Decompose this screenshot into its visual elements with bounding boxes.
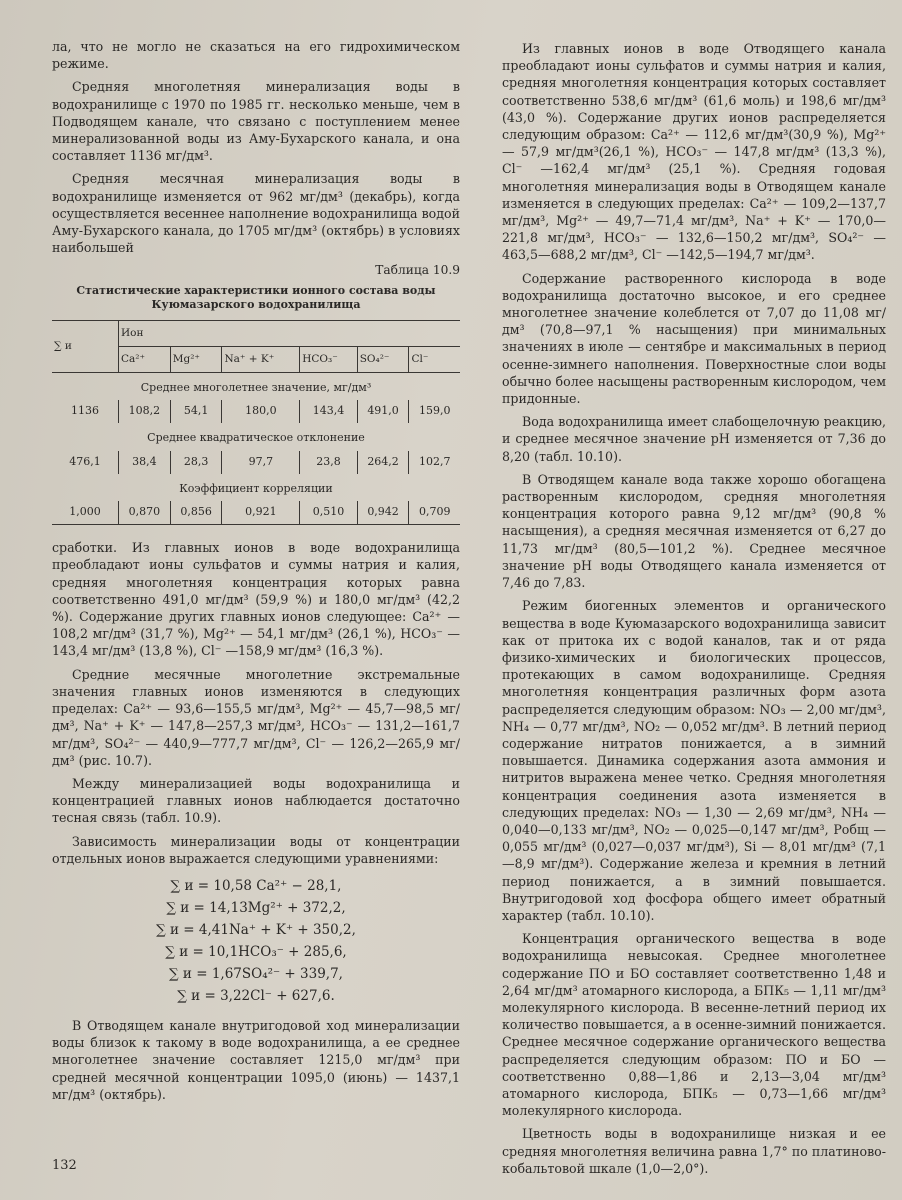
- left-column: [52, 38, 460, 1109]
- table-caption-line: Куюмазарского водохранилища: [151, 297, 361, 311]
- ion-statistics-table: [52, 320, 460, 526]
- paragraph: Средняя многолетняя минерализация воды в водохранилище с 1970 по 1985 гг. несколько меньше, чем в Подводящем канале, что связано с поступлением менее минерализованной воды из Аму-Бухарского канала, и она составляет 1136 мг/дм³.: [52, 79, 460, 164]
- paragraph: ла, что не могло не сказаться на его гидрохимическом режиме.: [52, 39, 460, 72]
- table-cell: 97,7: [222, 451, 300, 474]
- equation-block: [52, 875, 460, 1007]
- equation: ∑ и = 14,13Mg²⁺ + 372,2,: [166, 899, 346, 916]
- column-header: Mg²⁺: [170, 346, 222, 372]
- column-header: Cl⁻: [409, 346, 460, 372]
- table-section-title: Коэффициент корреляции: [179, 481, 333, 495]
- table-cell: 108,2: [119, 400, 171, 423]
- table-cell: 264,2: [357, 451, 409, 474]
- table-cell: 0,709: [409, 501, 460, 525]
- ions-header: Ион: [119, 320, 461, 346]
- column-header: SO₄²⁻: [357, 346, 409, 372]
- table-cell: 491,0: [357, 400, 409, 423]
- paragraph: В Отводящем канале вода также хорошо обогащена растворенным кислородом, средняя многолетняя концентрация которого равна 9,12 мг/дм³ (90,8 % насыщения), а средняя месячная изменяется от 6,27 до 11,73 мг/дм³ (80,5—101,2 %). Среднее месячное значение pH воды Отводящего канала изменяется от 7,46 до 7,83.: [502, 471, 886, 591]
- page-number: 132: [52, 1158, 77, 1173]
- table-row: [52, 451, 460, 474]
- table-cell: 476,1: [69, 454, 101, 468]
- paragraph: сработки. Из главных ионов в воде водохранилища преобладают ионы сульфатов и суммы натрия и калия, средняя многолетняя концентрация которых равна соответственно 491,0 мг/дм³ (59,9 %) и 180,0 мг/дм³ (42,2 %). Содержание других главных ионов следующее: Ca²⁺ — 108,2 мг/дм³ (31,7 %), Mg²⁺ — 54,1 мг/дм³ (26,1 %), HCO₃⁻ — 143,4 мг/дм³ (13,8 %), Cl⁻ —158,9 мг/дм³ (16,3 %).: [52, 540, 460, 659]
- table-cell: 0,921: [222, 501, 300, 525]
- table-cell: 1,000: [69, 505, 101, 519]
- paragraph: Режим биогенных элементов и органического вещества в воде Куюмазарского водохранилища зависит как от притока их с водой каналов, так и от ряда физико-химических и биологических процессов, протекающих в самом водохранилище. Средняя многолетняя концентрация различных форм азота распределяется следующим образом: NO₃ — 2,00 мг/дм³, NH₄ — 0,77 мг/дм³, NO₂ — 0,052 мг/дм³. В летний период содержание нитратов понижается, а в зимний повышается. Динамика содержания азота аммония и нитритов выражена менее четко. Средняя многолетняя концентрация соединения азота изменяется в следующих пределах: NO₃ — 1,30 — 2,69 мг/дм³, NH₄ — 0,040—0,133 мг/дм³, NO₂ — 0,025—0,147 мг/дм³, Pобщ — 0,055 мг/дм³ (0,027—0,037 мг/дм³), Si — 8,01 мг/дм³ (7,1—8,9 мг/дм³). Содержание железа и кремния в летний период понижается, а в зимний повышается. Внутригодовой ход фосфора общего имеет обратный характер (табл. 10.10).: [502, 598, 886, 923]
- table-row: [52, 501, 460, 525]
- equation: ∑ и = 4,41Na⁺ + K⁺ + 350,2,: [156, 921, 356, 938]
- sum-header: ∑ и: [54, 339, 72, 352]
- paragraph: Между минерализацией воды водохранилища и концентрацией главных ионов наблюдается достаточно тесная связь (табл. 10.9).: [52, 775, 460, 826]
- table-cell: 28,3: [170, 451, 222, 474]
- right-column: [502, 40, 886, 1183]
- table-number: Таблица 10.9: [375, 263, 460, 278]
- equation: ∑ и = 3,22Cl⁻ + 627,6.: [177, 987, 335, 1004]
- column-header: Ca²⁺: [119, 346, 171, 372]
- equation: ∑ и = 10,58 Ca²⁺ − 28,1,: [170, 877, 342, 894]
- table-cell: 102,7: [409, 451, 460, 474]
- equation: ∑ и = 1,67SO₄²⁻ + 339,7,: [169, 965, 343, 982]
- table-cell: 54,1: [170, 400, 222, 423]
- table-cell: 159,0: [409, 400, 460, 423]
- table-section-title: Среднее многолетнее значение, мг/дм³: [140, 381, 372, 395]
- paragraph: В Отводящем канале внутригодовой ход минерализации воды близок к такому в воде водохранилища, а ее среднее многолетнее значение составляет 1215,0 мг/дм³ при средней месячной концентрации 1095,0 (июнь) — 1437,1 мг/дм³ (октябрь).: [52, 1017, 460, 1102]
- table-cell: 1136: [71, 404, 99, 418]
- paragraph: Из главных ионов в воде Отводящего канала преобладают ионы сульфатов и суммы натрия и калия, средняя многолетняя концентрация которых составляет соответственно 538,6 мг/дм³ (61,6 моль) и 198,6 мг/дм³ (43,0 %). Содержание других ионов распределяется следующим образом: Ca²⁺ — 112,6 мг/дм³(30,9 %), Mg²⁺ — 57,9 мг/дм³(26,1 %), HCO₃⁻ — 147,8 мг/дм³ (13,3 %), Cl⁻ —162,4 мг/дм³ (25,1 %). Средняя годовая многолетняя минерализация воды в Отводящем канале изменяется в следующих пределах: Ca²⁺ — 109,2—137,7 мг/дм³, Mg²⁺ — 49,7—71,4 мг/дм³, Na⁺ + K⁺ — 170,0—221,8 мг/дм³, HCO₃⁻ — 132,6—150,2 мг/дм³, SO₄²⁻ — 463,5—688,2 мг/дм³, Cl⁻ —142,5—194,7 мг/дм³.: [502, 41, 886, 263]
- paragraph: Содержание растворенного кислорода в воде водохранилища достаточно высокое, и его среднее многолетнее значение колеблется от 7,07 до 11,08 мг/дм³ (70,8—97,1 % насыщения) при минимальных значениях в июле — сентябре и максимальных в период осенне-зимнего наполнения. Поверхностные слои воды обычно более насыщены растворенным кислородом, чем придонные.: [502, 270, 886, 407]
- paragraph: Вода водохранилища имеет слабощелочную реакцию, и среднее месячное значение pH изменяется от 7,36 до 8,20 (табл. 10.10).: [502, 414, 886, 464]
- paragraph: Средняя месячная минерализация воды в водохранилище изменяется от 962 мг/дм³ (декабрь), когда осуществляется весеннее наполнение водохранилища водой Аму-Бухарского канала, до 1705 мг/дм³ (октябрь) в условиях наибольшей: [52, 171, 460, 256]
- paragraph: Средние месячные многолетние экстремальные значения главных ионов изменяются в следующих пределах: Ca²⁺ — 93,6—155,5 мг/дм³, Mg²⁺ — 45,7—98,5 мг/дм³, Na⁺ + K⁺ — 147,8—257,3 мг/дм³, HCO₃⁻ — 131,2—161,7 мг/дм³, SO₄²⁻ — 440,9—777,7 мг/дм³, Cl⁻ — 126,2—265,9 мг/дм³ (рис. 10.7).: [52, 666, 460, 768]
- table-section-title: Среднее квадратическое отклонение: [147, 431, 365, 445]
- table-cell: 0,510: [300, 501, 357, 525]
- column-header: Na⁺ + K⁺: [222, 346, 300, 372]
- paragraph: Зависимость минерализации воды от концентрации отдельных ионов выражается следующими уравнениями:: [52, 833, 460, 866]
- table-cell: 180,0: [222, 400, 300, 423]
- table-cell: 23,8: [300, 451, 357, 474]
- table-cell: 0,870: [119, 501, 171, 525]
- column-header: HCO₃⁻: [300, 346, 357, 372]
- table-block: [52, 262, 460, 525]
- table-cell: 143,4: [300, 400, 357, 423]
- table-row: [52, 400, 460, 423]
- paragraph: Цветность воды в водохранилище низкая и ее средняя многолетняя величина равна 1,7° по платиново-кобальтовой шкале (1,0—2,0°).: [502, 1126, 886, 1176]
- table-caption-line: Статистические характеристики ионного состава воды: [76, 283, 436, 297]
- paragraph: Концентрация органического вещества в воде водохранилища невысокая. Среднее многолетнее содержание ПО и БО составляет соответственно 1,48 и 2,64 мг/дм³ атомарного кислорода, а БПК₅ — 1,11 мг/дм³ молекулярного кислорода. В весенне-летний период их количество повышается, а в осенне-зимний понижается. Среднее месячное содержание органического вещества распределяется следующим образом: ПО и БО — соответственно 0,88—1,86 и 2,13—3,04 мг/дм³ атомарного кислорода, БПК₅ — 0,73—1,66 мг/дм³ молекулярного кислорода.: [502, 931, 886, 1119]
- table-cell: 0,942: [357, 501, 409, 525]
- table-cell: 0,856: [170, 501, 222, 525]
- equation: ∑ и = 10,1HCO₃⁻ + 285,6,: [165, 943, 347, 960]
- table-cell: 38,4: [119, 451, 171, 474]
- table-caption: [52, 284, 460, 312]
